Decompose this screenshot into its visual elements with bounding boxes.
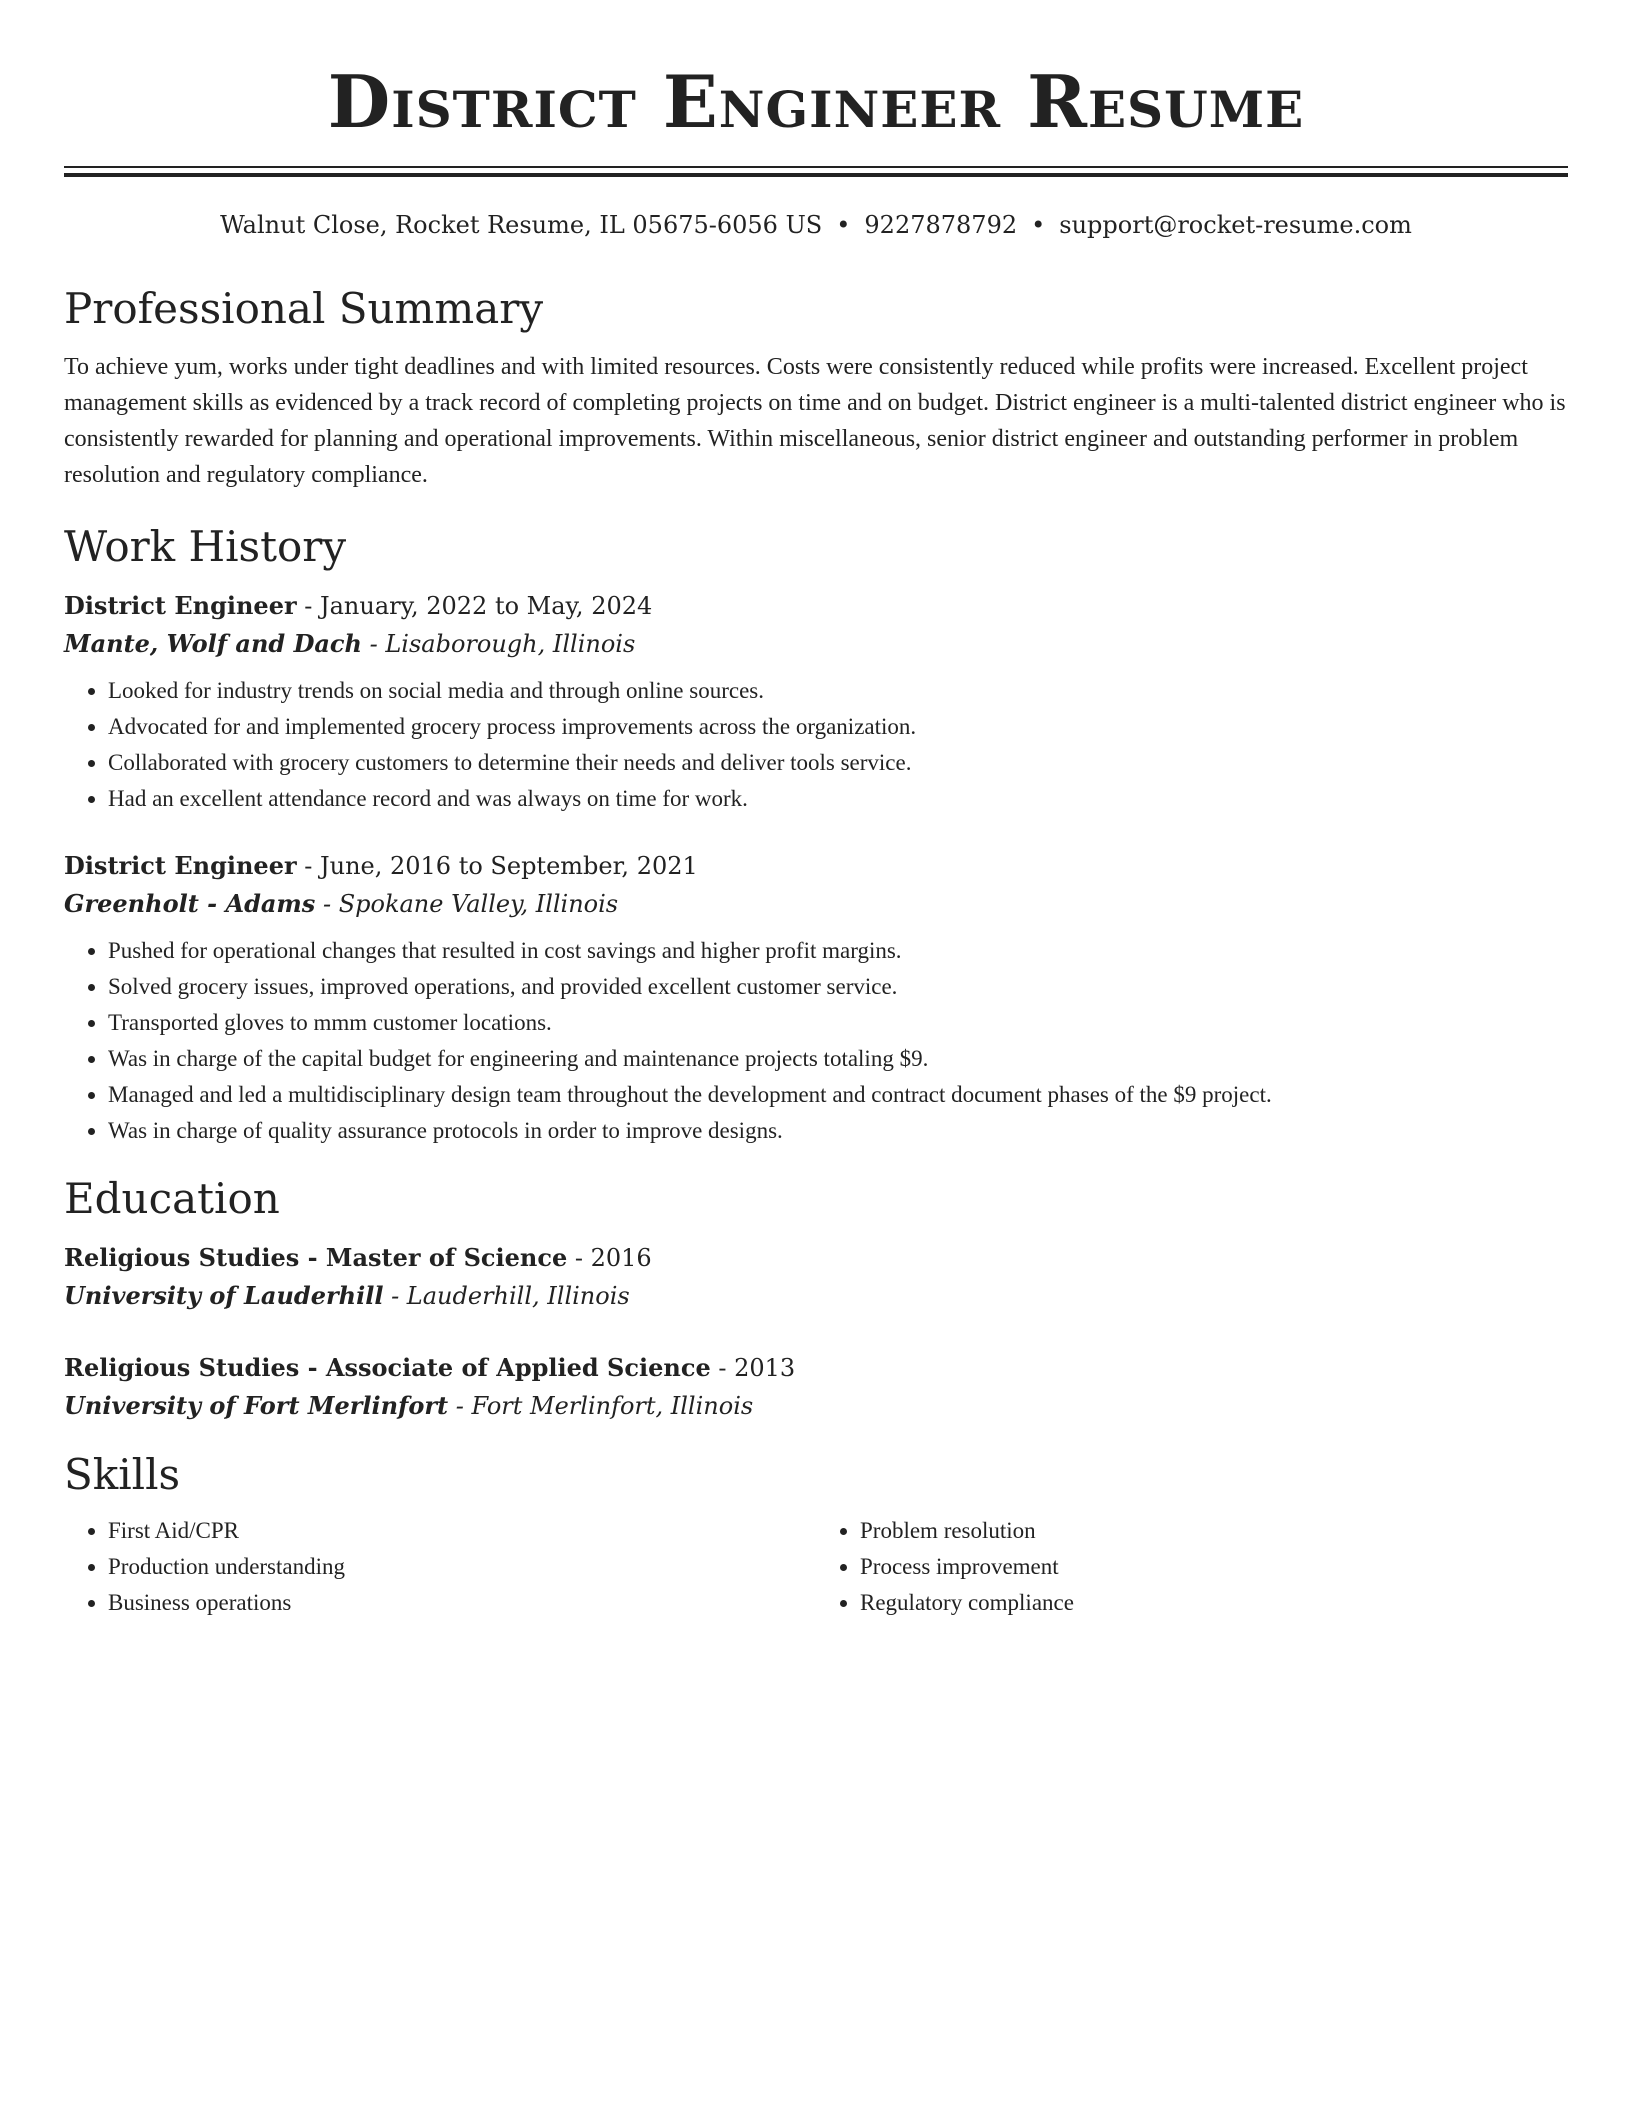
- skills-bullets: [816, 1513, 1568, 1621]
- summary-heading: Professional Summary: [64, 284, 544, 333]
- education-school: University of Lauderhill: [64, 1281, 384, 1310]
- title-divider-thick: [64, 173, 1568, 177]
- job-bullets: [64, 933, 1568, 1149]
- job-location: - Lisaborough, Illinois: [362, 630, 636, 658]
- education-degree-line: [64, 1349, 1568, 1387]
- contact-phone: 9227878792: [864, 211, 1018, 239]
- job-bullets: [64, 673, 1568, 817]
- education-year: - 2013: [710, 1354, 796, 1382]
- education-degree: Religious Studies - Master of Science: [64, 1243, 568, 1272]
- job-company-line: [64, 885, 1568, 923]
- job-entry: [64, 847, 1568, 1149]
- work-history-heading: Work History: [64, 522, 347, 571]
- skill-item: • Problem resolution: [860, 1513, 1568, 1549]
- job-title-line: [64, 847, 1568, 885]
- education-school-line: [64, 1387, 1568, 1425]
- skill-item: • Regulatory compliance: [860, 1585, 1568, 1621]
- contact-separator: •: [1031, 211, 1046, 239]
- education-year: - 2016: [567, 1244, 652, 1272]
- job-bullet: • Transported gloves to mmm customer locations.: [108, 1005, 1568, 1041]
- job-dates: - June, 2016 to September, 2021: [296, 852, 698, 880]
- skills-column-right: [816, 1513, 1568, 1621]
- job-company-line: [64, 625, 1568, 663]
- skill-item: • Process improvement: [860, 1549, 1568, 1585]
- skills-column-left: [64, 1513, 816, 1621]
- skill-item: • Business operations: [108, 1585, 816, 1621]
- job-location: - Spokane Valley, Illinois: [315, 890, 619, 918]
- contact-address: Walnut Close, Rocket Resume, IL 05675-6056 US: [220, 211, 823, 239]
- education-school-line: [64, 1277, 1568, 1315]
- job-bullet: • Was in charge of quality assurance protocols in order to improve designs.: [108, 1113, 1568, 1149]
- contact-email: support@rocket-resume.com: [1059, 211, 1412, 239]
- job-company: Greenholt - Adams: [64, 889, 316, 918]
- job-title-line: [64, 587, 1568, 625]
- education-entry: [64, 1239, 1568, 1315]
- job-bullet: • Collaborated with grocery customers to determine their needs and deliver tools service.: [108, 745, 1568, 781]
- job-bullet: • Looked for industry trends on social media and through online sources.: [108, 673, 1568, 709]
- job-bullet: • Pushed for operational changes that resulted in cost savings and higher profit margins.: [108, 933, 1568, 969]
- job-bullet: • Had an excellent attendance record and was always on time for work.: [108, 781, 1568, 817]
- job-bullet: • Solved grocery issues, improved operations, and provided excellent customer service.: [108, 969, 1568, 1005]
- skills-bullets: [64, 1513, 816, 1621]
- education-heading: Education: [64, 1174, 280, 1223]
- resume-title: District Engineer Resume: [327, 59, 1305, 144]
- title-divider-thin: [64, 166, 1568, 168]
- education-entry: [64, 1349, 1568, 1425]
- contact-separator: •: [836, 211, 851, 239]
- contact-line: [64, 209, 1568, 241]
- job-bullet: • Managed and led a multidisciplinary design team throughout the development and contract document phases of the $9 project.: [108, 1077, 1568, 1113]
- skill-item: • Production understanding: [108, 1549, 816, 1585]
- education-degree: Religious Studies - Associate of Applied Science: [64, 1353, 711, 1382]
- job-entry: [64, 587, 1568, 817]
- skill-item: • First Aid/CPR: [108, 1513, 816, 1549]
- education-location: - Lauderhill, Illinois: [383, 1282, 630, 1310]
- skills-heading: Skills: [64, 1450, 181, 1499]
- skills-list: [64, 1513, 1568, 1621]
- job-bullet: • Was in charge of the capital budget for engineering and maintenance projects totaling $9.: [108, 1041, 1568, 1077]
- summary-text: To achieve yum, works under tight deadlines and with limited resources. Costs were consistently reduced while profits were increased. Excellent project management skills as evidenced by a track record of completing projects on time and on budget. District engineer is a multi-talented district engineer who is consistently rewarded for planning and operational improvements. Within miscellaneous, senior district engineer and outstanding performer in problem resolution and regulatory compliance.: [64, 354, 1566, 488]
- job-company: Mante, Wolf and Dach: [64, 629, 362, 658]
- education-degree-line: [64, 1239, 1568, 1277]
- job-bullet: • Advocated for and implemented grocery process improvements across the organization.: [108, 709, 1568, 745]
- job-dates: - January, 2022 to May, 2024: [296, 592, 653, 620]
- education-school: University of Fort Merlinfort: [64, 1391, 449, 1420]
- education-location: - Fort Merlinfort, Illinois: [448, 1392, 754, 1420]
- job-title: District Engineer: [64, 851, 297, 880]
- job-title: District Engineer: [64, 591, 297, 620]
